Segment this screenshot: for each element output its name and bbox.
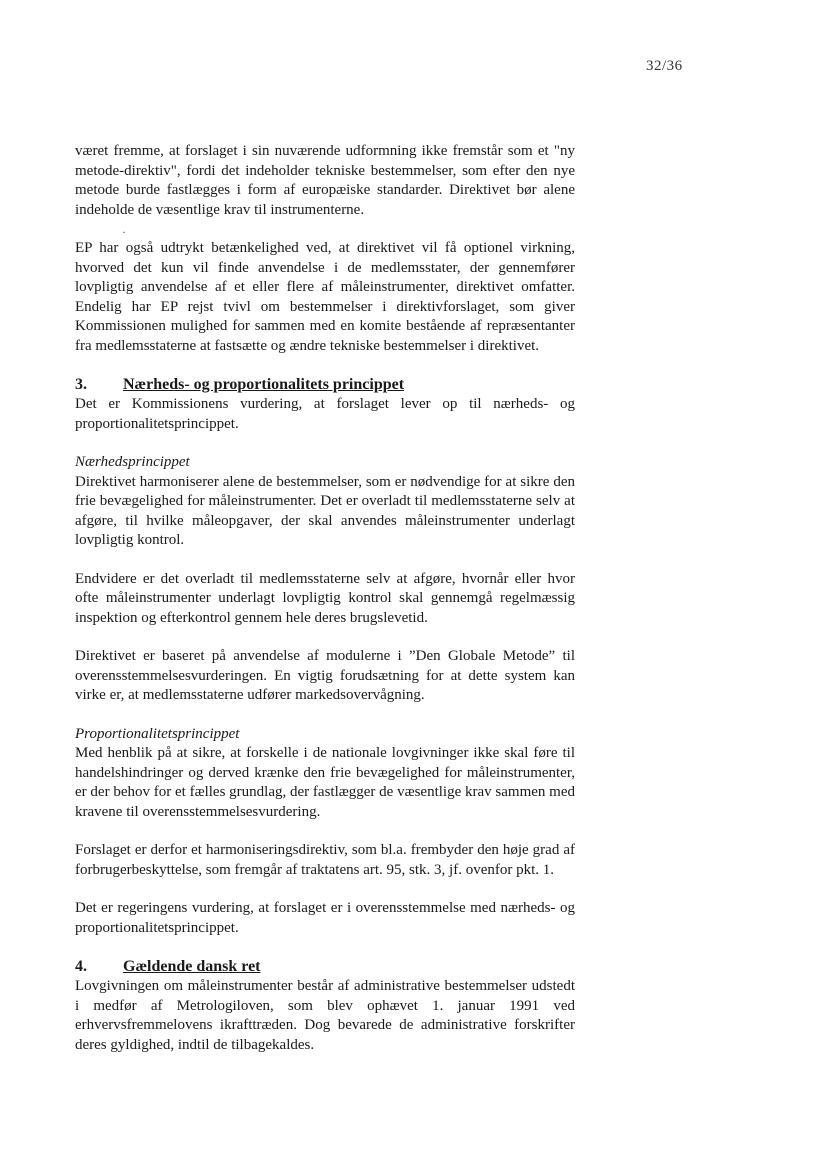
document-body: været fremme, at forslaget i sin nuværende udformning ikke fremstår som et "ny metode-direktiv", fordi det indeholder tekniske bestemmelser, som efter den nye metode burde fastlægges i form af europæiske standarder. Direktivet bør alene indeholde de væsentlige krav til instrumenterne. · EP har også udtrykt betænkelighed ved, at direktivet vil få optionel virkning, hvorved det kun vil finde anvendelse i de medlemsstater, der gennemfører lovpligtig anvendelse af et eller flere af måleinstrumenter, direktivet omfatter. Endelig har EP rejst tvivl om bestemmelser i direktivforslaget, som giver Kommissionen mulighed for sammen med en komite bestående af repræsentanter fra medlemsstaterne at fastsætte og ændre tekniske bestemmelser i direktivet. 3. Nærheds- og proportionalitets princippet Det er Kommissionens vurdering, at forslaget lever op til nærheds- og proportionalitetsprincippet. Nærhedsprincippet Direktivet harmoniserer alene de bestemmelser, som er nødvendige for at sikre den frie bevægelighed for måleinstrumenter. Det er overladt til medlemsstaterne selv at afgøre, til hvilke måleopgaver, der skal anvendes måleinstrumenter underlagt lovpligtig kontrol. Endvidere er det overladt til medlemsstaterne selv at afgøre, hvornår eller hvor ofte måleinstrumenter underlagt lovpligtig kontrol skal gennemgå regelmæssig inspektion og efterkontrol gennem hele deres brugslevetid. Direktivet er baseret på anvendelse af modulerne i ”Den Globale Metode” til overensstemmelsesvurderingen. En vigtig forudsætning for at dette system kan virke er, at medlemsstaterne udfører markedsovervågning. Proportionalitetsprincippet Med henblik på at sikre, at forskelle i de nationale lovgivninger ikke skal føre til handelshindringer og derved krænke den frie bevægelighed for måleinstrumenter, er der behov for et fælles grundlag, der fastlægger de væsentlige krav sammen med kravene til overensstemmelsesvurdering. Forslaget er derfor et harmoniseringsdirektiv, som bl.a. frembyder den høje grad af forbrugerbeskyttelse, som fremgår af traktatens art. 95, stk. 3, jf. ovenfor pkt. 1. Det er regeringens vurdering, at forslaget er i overensstemmelse med nærheds- og proportionalitetsprincippet. 4. Gældende dansk ret Lovgivningen om måleinstrumenter består af administrative bestemmelser udstedt i medfør af Metrologiloven, som blev ophævet 1. januar 1991 ved erhvervsfremmelovens ikrafttræden. Dog bevarede de administrative forskrifter deres gyldighed, indtil de tilbagekaldes. [75, 142, 575, 1074]
naerhed-paragraph-3: Direktivet er baseret på anvendelse af modulerne i ”Den Globale Metode” til overensstemmelsesvurderingen. En vigtig forudsætning for at dette system kan virke er, at medlemsstaterne udfører markedsovervågning. [75, 648, 575, 703]
naerhed-paragraph-2: Endvidere er det overladt til medlemsstaterne selv at afgøre, hvornår eller hvor ofte måleinstrumenter underlagt lovpligtig kontrol skal gennemgå regelmæssig inspektion og efterkontrol gennem hele deres brugslevetid. [75, 570, 575, 626]
proportionalitet-paragraph-3: Det er regeringens vurdering, at forslaget er i overensstemmelse med nærheds- og proportionalitetsprincippet. [75, 900, 575, 936]
section-3-number: 3. [75, 376, 87, 393]
naerhed-paragraph-1: Direktivet harmoniserer alene de bestemmelser, som er nødvendige for at sikre den frie bevægelighed for måleinstrumenter. Det er overladt til medlemsstaterne selv at afgøre, til hvilke måleopgaver, der skal anvendes måleinstrumenter underlagt lovpligtig kontrol. [75, 473, 575, 548]
proportionalitet-paragraph-1: Med henblik på at sikre, at forskelle i de nationale lovgivninger ikke skal føre til handelshindringer og derved krænke den frie bevægelighed for måleinstrumenter, er der behov for et fælles grundlag, der fastlægger de væsentlige krav sammen med kravene til overensstemmelsesvurdering. [75, 745, 575, 820]
section-4-number: 4. [75, 958, 87, 975]
section-3-intro: Det er Kommissionens vurdering, at forslaget lever op til nærheds- og proportionalitetsprincippet. [75, 396, 575, 432]
subheading-proportionalitetsprincippet: Proportionalitetsprincippet [75, 725, 240, 742]
page-number: 32/36 [646, 58, 683, 74]
intro-paragraph-2: EP har også udtrykt betænkelighed ved, at direktivet vil få optionel virkning, hvorved det kun vil finde anvendelse i de medlemsstater, der gennemfører lovpligtig anvendelse af et eller flere af måleinstrumenter, direktivet omfatter. Endelig har EP rejst tvivl om bestemmelser i direktivforslaget, som giver Kommissionen mulighed for sammen med en komite bestående af repræsentanter fra medlemsstaterne at fastsætte og ændre tekniske bestemmelser i direktivet. [75, 240, 575, 354]
section-4-heading [75, 957, 575, 977]
section-4-title: Gældende dansk ret [123, 958, 261, 975]
section-3-title: Nærheds- og proportionalitets princippet [123, 376, 405, 393]
subheading-naerhedsprincippet: Nærhedsprincippet [75, 454, 190, 470]
proportionalitet-paragraph-2: Forslaget er derfor et harmoniseringsdirektiv, som bl.a. frembyder den høje grad af forbrugerbeskyttelse, som fremgår af traktatens art. 95, stk. 3, jf. ovenfor pkt. 1. [75, 842, 575, 878]
section-3-heading [75, 375, 575, 395]
intro-paragraph-1: været fremme, at forslaget i sin nuværende udformning ikke fremstår som et "ny metode-direktiv", fordi det indeholder tekniske bestemmelser, som efter den nye metode burde fastlægges i form af europæiske standarder. Direktivet bør alene indeholde de væsentlige krav til instrumenterne. [75, 143, 575, 218]
section-4-paragraph: Lovgivningen om måleinstrumenter består af administrative bestemmelser udstedt i medfør af Metrologiloven, som blev ophævet 1. januar 1991 ved erhvervsfremmelovens ikrafttræden. Dog bevarede de administrative forskrifter deres gyldighed, indtil de tilbagekaldes. [75, 978, 575, 1053]
